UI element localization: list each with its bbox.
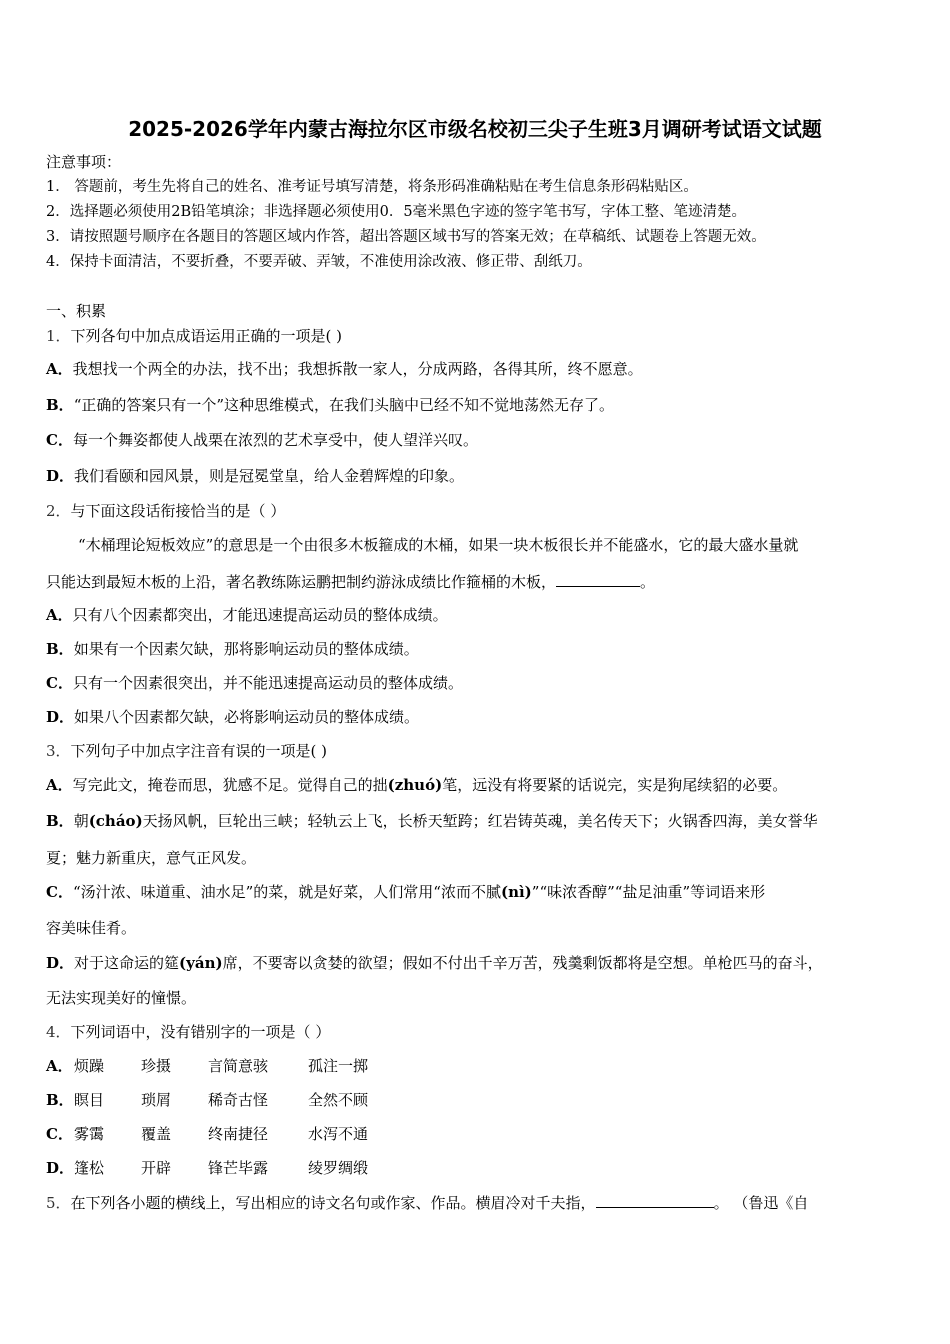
option-label: A． <box>46 776 73 794</box>
option-text: 笔，远没有将要紧的话说完，实是狗尾续貂的必要。 <box>442 776 788 794</box>
q2-passage-line: “木桶理论短板效应”的意思是一个由很多木板箍成的木桶，如果一块木板很长并不能盛水，它的最大盛水量就 <box>78 536 799 554</box>
option-text: 如果八个因素都欠缺，必将影响运动员的整体成绩。 <box>74 708 420 726</box>
question-number: 1． <box>46 327 71 345</box>
option-label: D． <box>46 467 75 485</box>
section-heading: 一、积累 <box>46 302 107 320</box>
option-text: “正确的答案只有一个”这种思维模式，在我们头脑中已经不知不觉地荡然无存了。 <box>73 396 615 414</box>
option-label: C． <box>46 431 73 449</box>
question-3 <box>46 741 327 761</box>
answer-blank[interactable] <box>556 572 640 587</box>
q3-option-d-cont: 无法实现美好的憧憬。 <box>46 989 197 1007</box>
passage-end: 。 <box>640 573 656 591</box>
option-label: B． <box>46 640 74 658</box>
question-number: 2． <box>46 502 71 520</box>
word: 覆盖 <box>141 1125 172 1143</box>
q1-option-b[interactable] <box>46 395 614 415</box>
question-number: 4． <box>46 1023 71 1041</box>
word: 稀奇古怪 <box>208 1091 269 1109</box>
notice-heading: 注意事项： <box>46 153 122 171</box>
question-stem: 下列各句中加点成语运用正确的一项是( ) <box>70 327 343 345</box>
q3-option-c-cont: 容美味佳肴。 <box>46 919 137 937</box>
word: 珍摄 <box>141 1057 172 1075</box>
word: 孤注一掷 <box>308 1057 369 1075</box>
word: 锋芒毕露 <box>208 1159 269 1177</box>
q2-option-a[interactable] <box>46 605 448 625</box>
q3-option-b-cont: 夏；魅力新重庆，意气正风发。 <box>46 849 257 867</box>
question-2 <box>46 501 285 521</box>
question-stem: 在下列各小题的横线上，写出相应的诗文名句或作家、作品。横眉冷对千夫指， <box>70 1194 596 1212</box>
q1-option-c[interactable] <box>46 430 478 450</box>
option-text: 朝 <box>73 812 89 830</box>
option-label: C． <box>46 1125 73 1143</box>
q1-option-d[interactable] <box>46 466 464 486</box>
option-text: 天扬风帆，巨轮出三峡；轻轨云上飞，长桥天堑跨；红岩铸英魂，美名传天下；火锅香四海，美女誉华 <box>142 812 818 830</box>
question-stem: 与下面这段话衔接恰当的是（ ） <box>70 502 286 520</box>
word: 烦躁 <box>74 1057 105 1075</box>
word: 全然不顾 <box>308 1091 369 1109</box>
option-label: C． <box>46 883 73 901</box>
question-number: 5． <box>46 1194 71 1212</box>
option-text: 每一个舞姿都使人战栗在浓烈的艺术享受中，使人望洋兴叹。 <box>72 431 478 449</box>
notice-item: 4．保持卡面清洁，不要折叠，不要弄破、弄皱，不准使用涂改液、修正带、刮纸刀。 <box>46 254 592 270</box>
option-label: D． <box>46 954 75 972</box>
option-label: B． <box>46 812 74 830</box>
option-label: A． <box>46 606 73 624</box>
q4-option-c[interactable] <box>46 1124 466 1144</box>
question-stem: 下列词语中，没有错别字的一项是（ ） <box>70 1023 331 1041</box>
q3-option-d[interactable] <box>46 953 823 973</box>
q2-option-c[interactable] <box>46 673 463 693</box>
question-tail: 。 （鲁迅《自 <box>713 1194 809 1212</box>
notice-item: 1． 答题前，考生先将自己的姓名、准考证号填写清楚，将条形码准确粘贴在考生信息条形码粘贴区。 <box>46 179 698 195</box>
option-label: A． <box>46 360 73 378</box>
question-stem: 下列句子中加点字注音有误的一项是( ) <box>70 742 328 760</box>
q4-option-b[interactable] <box>46 1090 466 1110</box>
option-text: 只有八个因素都突出，才能迅速提高运动员的整体成绩。 <box>72 606 448 624</box>
q3-option-b[interactable] <box>46 811 818 831</box>
word: 绫罗绸缎 <box>308 1159 369 1177</box>
q3-option-c[interactable] <box>46 882 765 902</box>
option-text: 对于这命运的筵 <box>74 954 180 972</box>
word: 篷松 <box>74 1159 105 1177</box>
word: 琐屑 <box>141 1091 172 1109</box>
notice-item: 2．选择题必须使用2B铅笔填涂；非选择题必须使用0．5毫米黑色字迹的签字笔书写，字体工整、笔迹清楚。 <box>46 204 747 220</box>
option-text: 我们看颐和园风景，则是冠冕堂皇，给人金碧辉煌的印象。 <box>74 467 465 485</box>
pinyin: (zhuó) <box>387 776 443 794</box>
q4-option-a[interactable] <box>46 1056 466 1076</box>
question-1 <box>46 326 342 346</box>
option-text: 只有一个因素很突出，并不能迅速提高运动员的整体成绩。 <box>72 674 463 692</box>
q2-option-d[interactable] <box>46 707 419 727</box>
question-5 <box>46 1193 808 1213</box>
word: 开辟 <box>141 1159 172 1177</box>
passage-text: 只能达到最短木板的上沿，著名教练陈运鹏把制约游泳成绩比作箍桶的木板， <box>46 573 557 591</box>
option-label: B． <box>46 396 74 414</box>
word: 终南捷径 <box>208 1125 269 1143</box>
pinyin: (nì) <box>500 883 532 901</box>
q4-option-d[interactable] <box>46 1158 466 1178</box>
question-number: 3． <box>46 742 71 760</box>
option-label: B． <box>46 1091 74 1109</box>
option-label: C． <box>46 674 73 692</box>
option-label: D． <box>46 1159 75 1177</box>
option-text: ”“味浓香醇”“盐足油重”等词语来形 <box>531 883 766 901</box>
pinyin: (cháo) <box>88 812 143 830</box>
option-text: 写完此文，掩卷而思，犹感不足。觉得自己的拙 <box>72 776 388 794</box>
answer-blank[interactable] <box>596 1193 714 1208</box>
option-text: 我想找一个两全的办法，找不出；我想拆散一家人，分成两路，各得其所，终不愿意。 <box>72 360 643 378</box>
option-text: 席，不要寄以贪婪的欲望；假如不付出千辛万苦，残羹剩饭都将是空想。单枪匹马的奋斗， <box>222 954 823 972</box>
option-text: 如果有一个因素欠缺，那将影响运动员的整体成绩。 <box>73 640 419 658</box>
q3-option-a[interactable] <box>46 775 787 795</box>
question-4 <box>46 1022 330 1042</box>
q2-option-b[interactable] <box>46 639 419 659</box>
option-label: D． <box>46 708 75 726</box>
word: 水泻不通 <box>308 1125 369 1143</box>
option-text: “汤汁浓、味道重、油水足”的菜，就是好菜，人们常用“浓而不腻 <box>72 883 501 901</box>
page-title: 2025-2026学年内蒙古海拉尔区市级名校初三尖子生班3月调研考试语文试题 <box>128 117 822 141</box>
word: 瞑目 <box>74 1091 105 1109</box>
word: 言简意骇 <box>208 1057 269 1075</box>
pinyin: (yán) <box>179 954 223 972</box>
option-label: A． <box>46 1057 73 1075</box>
q1-option-a[interactable] <box>46 359 643 379</box>
q2-passage-line <box>46 572 655 592</box>
notice-item: 3．请按照题号顺序在各题目的答题区域内作答，超出答题区域书写的答案无效；在草稿纸、试题卷上答题无效。 <box>46 229 766 245</box>
word: 雾霭 <box>74 1125 105 1143</box>
